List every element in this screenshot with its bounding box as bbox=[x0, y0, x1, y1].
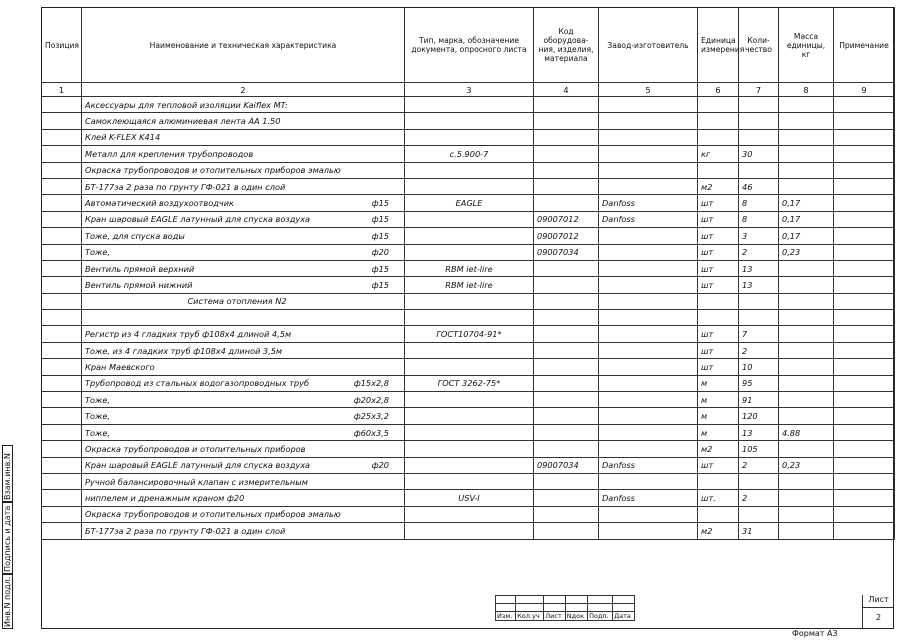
item-dimension: ф15 bbox=[371, 198, 389, 209]
item-name: БТ-177за 2 раза по грунту ГФ-021 в один слой bbox=[85, 525, 286, 536]
item-dimension: ф20х2,8 bbox=[353, 394, 389, 405]
item-dimension: ф25х3,2 bbox=[353, 411, 389, 422]
item-quantity: 3 bbox=[742, 230, 748, 241]
item-quantity: 120 bbox=[742, 411, 758, 422]
item-name: Тоже, bbox=[85, 427, 111, 438]
item-mass: 4.88 bbox=[782, 427, 801, 438]
stamp-label: Nдок bbox=[565, 612, 587, 621]
item-quantity: 2 bbox=[742, 460, 748, 471]
header-cell: Код оборудова-ния, изделия, материала bbox=[534, 8, 599, 83]
item-unit: м bbox=[701, 394, 708, 405]
item-unit: шт. bbox=[701, 493, 716, 504]
item-dimension: ф20 bbox=[371, 247, 389, 258]
stamp-label: Дата bbox=[613, 612, 635, 621]
item-type: USV-I bbox=[458, 493, 480, 504]
item-type: ГОСТ10704-91* bbox=[436, 329, 502, 340]
item-type: с.5.900-7 bbox=[449, 148, 489, 159]
item-dimension: ф15 bbox=[371, 230, 389, 241]
sheet-number-box bbox=[862, 595, 894, 629]
item-name: Кран Маевского bbox=[85, 361, 155, 372]
stamp-label: Лист bbox=[544, 612, 565, 621]
item-mass: 0,23 bbox=[782, 460, 801, 471]
side-label-replacement: Взам.инв.N bbox=[3, 453, 12, 500]
sheet-number: 2 bbox=[875, 613, 882, 622]
item-name: Кран шаровый EAGLE латунный для спуска воздуха bbox=[85, 214, 311, 225]
column-number: 8 bbox=[779, 83, 834, 97]
drawing-frame bbox=[41, 7, 894, 629]
item-code: 09007034 bbox=[537, 247, 579, 258]
stamp-label: Изм. bbox=[496, 612, 516, 621]
item-dimension: ф15 bbox=[371, 279, 389, 290]
item-name: Окраска трубопроводов и отопительных приборов bbox=[85, 443, 306, 454]
column-number: 3 bbox=[405, 83, 534, 97]
column-number: 4 bbox=[534, 83, 599, 97]
header-cell: Наименование и техническая характеристика bbox=[82, 8, 405, 83]
item-quantity: 10 bbox=[742, 361, 753, 372]
item-quantity: 13 bbox=[742, 263, 753, 274]
header-cell: Завод-изготовитель bbox=[599, 8, 698, 83]
item-unit: шт bbox=[701, 460, 714, 471]
column-number: 1 bbox=[42, 83, 82, 97]
item-quantity: 46 bbox=[742, 181, 753, 192]
item-quantity: 8 bbox=[742, 214, 748, 225]
item-unit: м2 bbox=[701, 181, 713, 192]
item-unit: шт bbox=[701, 279, 714, 290]
item-type: RBM iet-lire bbox=[445, 279, 493, 290]
item-name: Вентиль прямой верхний bbox=[85, 263, 195, 274]
item-dimension: ф15 bbox=[371, 263, 389, 274]
item-maker: Danfoss bbox=[602, 214, 635, 225]
item-name: БТ-177за 2 раза по грунту ГФ-021 в один слой bbox=[85, 181, 286, 192]
column-number: 6 bbox=[698, 83, 739, 97]
item-unit: м2 bbox=[701, 525, 713, 536]
item-name: Тоже, bbox=[85, 247, 111, 258]
item-name: ниппелем и дренажным краном ф20 bbox=[85, 493, 245, 504]
item-quantity: 105 bbox=[742, 443, 758, 454]
item-quantity: 2 bbox=[742, 247, 748, 258]
item-name: Самоклеющаяся алюминиевая лента AA 1.50 bbox=[85, 116, 281, 127]
item-type: EAGLE bbox=[455, 198, 483, 209]
item-dimension: ф15х2,8 bbox=[353, 378, 389, 389]
item-name: Автоматический воздухоотводчик bbox=[85, 198, 234, 209]
header-cell: Масса единицы, кг bbox=[779, 8, 834, 83]
stamp-label: Подп. bbox=[588, 612, 613, 621]
item-unit: м bbox=[701, 427, 708, 438]
item-unit: шт bbox=[701, 361, 714, 372]
item-mass: 0,17 bbox=[782, 214, 801, 225]
title-block-stamp bbox=[495, 595, 635, 621]
item-type: RBM iet-lire bbox=[445, 263, 493, 274]
item-quantity: 95 bbox=[742, 378, 753, 389]
item-maker: Danfoss bbox=[602, 493, 635, 504]
item-name: Окраска трубопроводов и отопительных приборов эмалью bbox=[85, 165, 341, 176]
side-label-inventory: Инв.N подл. bbox=[3, 576, 12, 627]
stamp-label-row bbox=[496, 612, 635, 621]
header-cell: Примечание bbox=[834, 8, 895, 83]
column-number: 5 bbox=[599, 83, 698, 97]
column-number: 7 bbox=[739, 83, 779, 97]
column-number: 9 bbox=[834, 83, 895, 97]
item-unit: кг bbox=[701, 148, 711, 159]
item-quantity: 2 bbox=[742, 493, 748, 504]
item-quantity: 91 bbox=[742, 394, 753, 405]
item-name: Тоже, из 4 гладких труб ф108х4 длиной 3,5м bbox=[85, 345, 283, 356]
item-name: Окраска трубопроводов и отопительных приборов эмалью bbox=[85, 509, 341, 520]
item-name: Аксессуары для тепловой изоляции Kaiflex MT: bbox=[85, 99, 288, 110]
item-name: Система отопления N2 bbox=[187, 296, 287, 307]
item-name: Трубопровод из стальных водогазопроводных труб bbox=[85, 378, 310, 389]
header-cell: Коли-чество bbox=[739, 8, 779, 83]
item-name: Клей K-FLEX K414 bbox=[85, 132, 161, 143]
item-name: Ручной балансировочный клапан с измерительным bbox=[85, 476, 308, 487]
item-quantity: 2 bbox=[742, 345, 748, 356]
item-code: 09007034 bbox=[537, 460, 579, 471]
item-dimension: ф20 bbox=[371, 460, 389, 471]
item-code: 09007012 bbox=[537, 230, 579, 241]
item-name: Металл для крепления трубопроводов bbox=[85, 148, 254, 159]
item-code: 09007012 bbox=[537, 214, 579, 225]
item-quantity: 31 bbox=[742, 525, 753, 536]
item-name: Вентиль прямой нижний bbox=[85, 279, 193, 290]
item-name: Регистр из 4 гладких труб ф108х4 длиной 4,5м bbox=[85, 329, 292, 340]
column-number: 2 bbox=[82, 83, 405, 97]
item-maker: Danfoss bbox=[602, 198, 635, 209]
item-unit: м bbox=[701, 378, 708, 389]
stamp-label: Кол.уч bbox=[516, 612, 544, 621]
item-dimension: ф15 bbox=[371, 214, 389, 225]
item-unit: шт bbox=[701, 214, 714, 225]
item-quantity: 13 bbox=[742, 279, 753, 290]
item-quantity: 7 bbox=[742, 329, 748, 340]
item-quantity: 30 bbox=[742, 148, 753, 159]
item-unit: шт bbox=[701, 247, 714, 258]
item-name: Тоже, bbox=[85, 411, 111, 422]
item-unit: шт bbox=[701, 198, 714, 209]
item-unit: шт bbox=[701, 345, 714, 356]
item-name: Кран шаровый EAGLE латунный для спуска воздуха bbox=[85, 460, 311, 471]
sheet-label: Лист bbox=[863, 595, 894, 608]
item-unit: м2 bbox=[701, 443, 713, 454]
item-mass: 0,17 bbox=[782, 230, 801, 241]
item-unit: м bbox=[701, 411, 708, 422]
item-name: Тоже, для спуска воды bbox=[85, 230, 185, 241]
item-maker: Danfoss bbox=[602, 460, 635, 471]
item-name: Тоже, bbox=[85, 394, 111, 405]
header-cell: Позиция bbox=[42, 8, 82, 83]
item-dimension: ф60х3,5 bbox=[353, 427, 389, 438]
side-label-signature: Подпись и дата bbox=[3, 505, 12, 572]
paper-format: Формат А3 bbox=[792, 629, 838, 638]
item-unit: шт bbox=[701, 230, 714, 241]
item-type: ГОСТ 3262-75* bbox=[437, 378, 501, 389]
item-unit: шт bbox=[701, 263, 714, 274]
header-cell: Тип, марка, обозначение документа, опросного листа bbox=[405, 8, 534, 83]
item-quantity: 13 bbox=[742, 427, 753, 438]
item-quantity: 8 bbox=[742, 198, 748, 209]
item-mass: 0,17 bbox=[782, 198, 801, 209]
item-unit: шт bbox=[701, 329, 714, 340]
item-mass: 0,23 bbox=[782, 247, 801, 258]
header-cell: Единица измерения bbox=[698, 8, 739, 83]
